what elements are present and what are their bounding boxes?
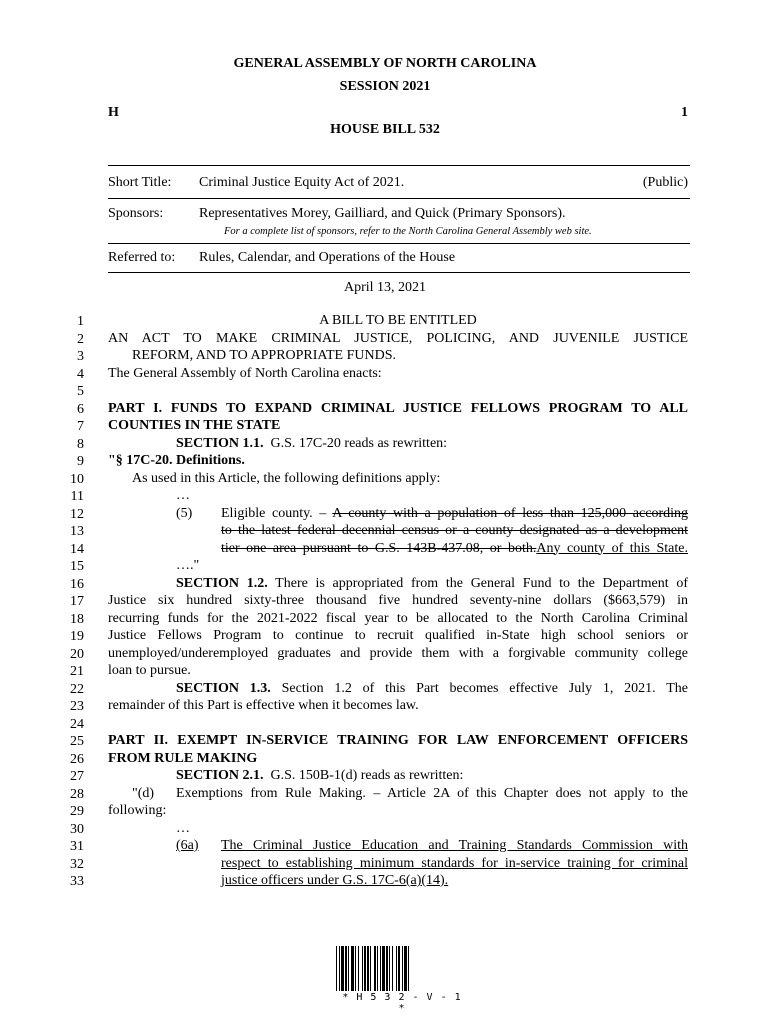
inserted-text: respect to establishing minimum standards for in-service training for criminal [221, 855, 688, 871]
divider [108, 198, 690, 199]
chamber-code: H [108, 105, 119, 120]
section-label: SECTION 2.1. [176, 768, 264, 783]
barcode [336, 946, 468, 991]
section-label: SECTION 1.3. [176, 680, 271, 696]
inserted-text: justice officers under G.S. 17C-6(a)(14). [221, 873, 449, 888]
line-number: 26 [70, 751, 84, 767]
line-number: 27 [70, 769, 84, 784]
short-title: Criminal Justice Equity Act of 2021. [199, 175, 405, 190]
line-number: 28 [70, 786, 84, 802]
referred-to: Rules, Calendar, and Operations of the House [199, 250, 456, 265]
session-title: SESSION 2021 [339, 79, 431, 94]
line-number: 5 [77, 384, 84, 399]
paragraph-line: Justice Fellows Program to continue to recruit qualified in-State high school seniors or [108, 628, 688, 643]
date: April 13, 2021 [343, 280, 427, 295]
referred-label: Referred to: [108, 250, 176, 265]
part-2-heading-cont: FROM RULE MAKING [108, 750, 258, 766]
sponsors-label: Sponsors: [108, 206, 164, 221]
line-number: 7 [77, 419, 84, 434]
line-number: 2 [77, 331, 84, 347]
item-number: (6a) [176, 838, 199, 853]
line-number: 18 [70, 611, 84, 627]
line-number: 11 [70, 489, 84, 504]
line-number: 20 [70, 646, 84, 662]
deleted-text: A county with a population of less than 125,000 according [332, 505, 689, 521]
line-number: 21 [70, 664, 84, 679]
line-number: 13 [70, 524, 84, 539]
line-number: 22 [70, 681, 84, 697]
line-number: 24 [70, 716, 84, 732]
section-label: SECTION 1.2. [176, 575, 268, 591]
line-number: 17 [70, 594, 84, 609]
line-number: 6 [77, 401, 84, 417]
definition-term: Eligible county. – [221, 505, 333, 521]
act-title-cont: REFORM, AND TO APPROPRIATE FUNDS. [132, 348, 396, 363]
definitions-intro: As used in this Article, the following definitions apply: [132, 470, 441, 486]
ellipsis: … [176, 488, 190, 503]
deleted-text: tier one area pursuant to G.S. 143B-437.08, or both. [221, 540, 537, 556]
line-number: 3 [77, 349, 84, 364]
line-number: 1 [77, 314, 84, 329]
line-number: 29 [70, 804, 84, 819]
section-text: There is appropriated from the General Fund to the Department of [275, 575, 688, 591]
act-title: AN ACT TO MAKE CRIMINAL JUSTICE, POLICING, AND JUVENILE JUSTICE [108, 330, 688, 346]
enacting-clause: The General Assembly of North Carolina enacts: [108, 365, 382, 381]
subsection-text: Exemptions from Rule Making. – Article 2A of this Chapter does not apply to the [176, 785, 688, 801]
line-number: 16 [70, 576, 84, 592]
divider [108, 272, 690, 273]
line-number: 14 [70, 541, 84, 557]
divider [108, 243, 690, 244]
line-number: 31 [70, 839, 84, 854]
part-2-heading: PART II. EXEMPT IN-SERVICE TRAINING FOR LAW ENFORCEMENT OFFICERS [108, 733, 688, 748]
section-text: G.S. 150B-1(d) reads as rewritten: [270, 768, 464, 783]
section-text: Section 1.2 of this Part becomes effective July 1, 2021. The [281, 680, 688, 696]
section-1-1 [176, 436, 688, 454]
barcode-text: * H 5 3 2 - V - 1 * [342, 992, 462, 1014]
part-1-heading-cont: COUNTIES IN THE STATE [108, 418, 281, 433]
bill-title: HOUSE BILL 532 [330, 122, 440, 137]
section-text: G.S. 17C-20 reads as rewritten: [270, 435, 448, 451]
paragraph-line: following: [108, 803, 167, 818]
paragraph-line: unemployed/underemployed graduates and provide them with a forgivable community college [108, 645, 688, 661]
divider [108, 165, 690, 166]
paragraph-line: loan to pursue. [108, 663, 191, 678]
line-number: 10 [70, 471, 84, 487]
sponsors-note: For a complete list of sponsors, refer to the North Carolina General Assembly web site. [224, 226, 592, 237]
public-label: (Public) [642, 175, 688, 190]
section-2-1 [176, 768, 688, 786]
version-number: 1 [681, 105, 688, 120]
section-label: SECTION 1.1. [176, 435, 264, 451]
line-number: 8 [77, 436, 84, 452]
line-number: 23 [70, 699, 84, 714]
line-number: 4 [77, 366, 84, 382]
bill-entitled: A BILL TO BE ENTITLED [319, 313, 477, 328]
inserted-text: The Criminal Justice Education and Training Standards Commission with [221, 838, 688, 853]
deleted-text: to the latest federal decennial census or a county designated as a development [221, 523, 688, 538]
section-1-2 [176, 576, 688, 594]
line-number: 12 [70, 506, 84, 522]
paragraph-line: Justice six hundred sixty-three thousand five hundred seventy-nine dollars ($663,579) in [108, 593, 688, 608]
line-number: 15 [70, 559, 84, 574]
line-number: 32 [70, 856, 84, 872]
part-1-heading: PART I. FUNDS TO EXPAND CRIMINAL JUSTICE FELLOWS PROGRAM TO ALL [108, 400, 688, 416]
paragraph-line: recurring funds for the 2021-2022 fiscal year to be allocated to the North Carolina Criminal [108, 610, 688, 626]
item-number: (5) [176, 505, 193, 521]
inserted-text: Any county of this State. [536, 540, 688, 556]
paragraph-line: remainder of this Part is effective when it becomes law. [108, 698, 419, 713]
sponsors: Representatives Morey, Gailliard, and Quick (Primary Sponsors). [199, 206, 566, 221]
definition-cont [221, 541, 688, 559]
subsection-label: "(d) [132, 785, 155, 801]
line-number: 9 [77, 454, 84, 469]
line-number: 30 [70, 821, 84, 837]
definition-eligible-county [221, 506, 688, 524]
line-number: 33 [70, 874, 84, 889]
line-number: 25 [70, 734, 84, 749]
assembly-title: GENERAL ASSEMBLY OF NORTH CAROLINA [233, 56, 537, 71]
ellipsis-close: …." [176, 558, 200, 573]
statute-heading: "§ 17C-20. Definitions. [108, 453, 245, 468]
short-title-label: Short Title: [108, 175, 172, 190]
line-number: 19 [70, 629, 84, 644]
section-1-3 [176, 681, 688, 699]
ellipsis: … [176, 820, 190, 836]
